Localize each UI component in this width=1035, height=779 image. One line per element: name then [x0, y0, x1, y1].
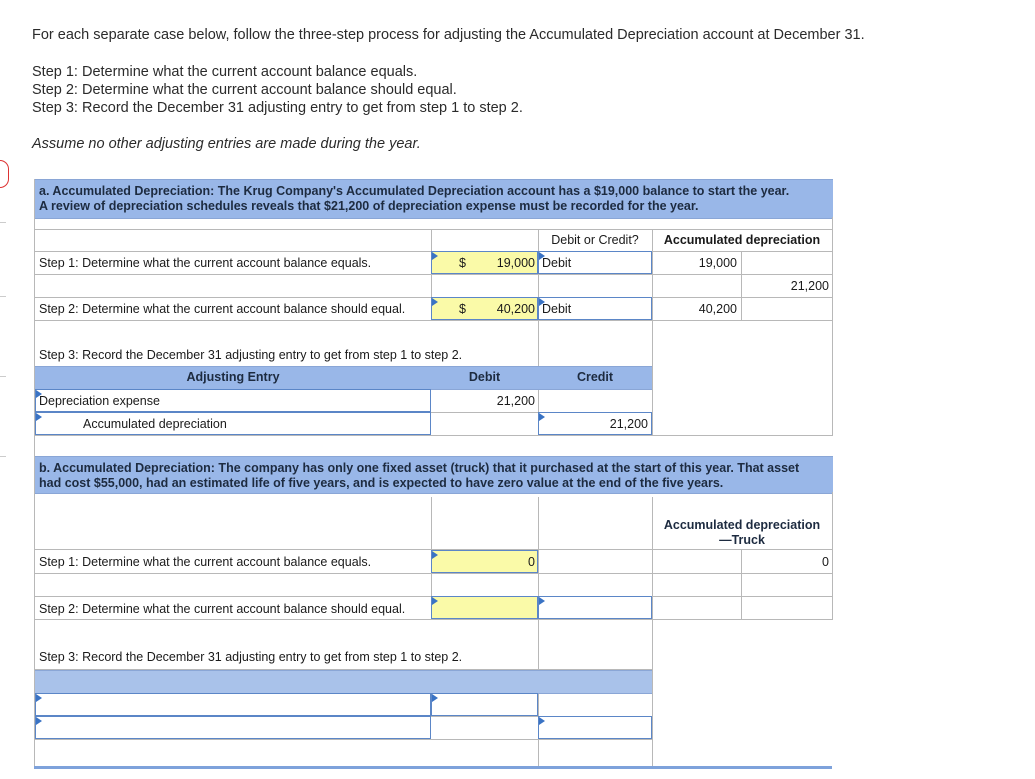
- case-b-journal-row2-credit-field[interactable]: [538, 716, 652, 739]
- currency-symbol: $: [459, 256, 466, 270]
- dropdown-marker-icon: [432, 298, 438, 306]
- journal-row2-credit: 21,200: [609, 417, 648, 431]
- journal-header-credit: Credit: [576, 370, 614, 384]
- gutter-divider: [0, 222, 6, 223]
- case-a-header-line2: A review of depreciation schedules reveals that $21,200 of depreciation expense must be recorded for the year.: [39, 199, 699, 213]
- case-b-step2-label: Step 2: Determine what the current account balance should equal.: [39, 602, 406, 616]
- col-divider: [652, 229, 653, 435]
- case-b-step2-dc-select[interactable]: [538, 596, 652, 619]
- case-a-step1-dc-value: Debit: [542, 256, 572, 270]
- case-a-header-line1: a. Accumulated Depreciation: The Krug Company's Accumulated Depreciation account has a $19,000 balance to start the year.: [39, 184, 790, 198]
- gutter-divider: [0, 296, 6, 297]
- instruction-step3: Step 3: Record the December 31 adjusting entry to get from step 1 to step 2.: [32, 100, 523, 116]
- col-header-debit-or-credit: Debit or Credit?: [551, 233, 639, 247]
- row-divider: [35, 619, 833, 620]
- journal-row2-account: Accumulated depreciation: [83, 417, 227, 431]
- row-divider: [35, 739, 652, 740]
- dropdown-marker-icon: [432, 551, 438, 559]
- case-b-journal-row1-debit-field[interactable]: [431, 693, 538, 716]
- col-divider: [741, 549, 742, 619]
- currency-symbol: $: [459, 302, 466, 316]
- dropdown-marker-icon: [432, 252, 438, 260]
- dropdown-marker-icon: [539, 717, 545, 725]
- case-b-step1-amount: 0: [528, 555, 535, 569]
- instruction-step1: Step 1: Determine what the current account balance equals.: [32, 64, 418, 80]
- t-account-left-value: 19,000: [698, 256, 737, 270]
- worksheet-grid: [34, 179, 833, 766]
- journal-row1-account: Depreciation expense: [39, 394, 160, 408]
- case-a-step1-amount: 19,000: [496, 256, 535, 270]
- case-a-step2-dc-value: Debit: [542, 302, 572, 316]
- next-section-header: [34, 766, 832, 769]
- instructions-line: For each separate case below, follow the three-step process for adjusting the Accumulated Depreciation account at December 31.: [32, 27, 865, 43]
- gutter-divider: [0, 456, 6, 457]
- case-b-col-header-line2: —Truck: [719, 533, 765, 547]
- row-divider: [35, 320, 833, 321]
- t-account-left-value: 40,200: [698, 302, 737, 316]
- journal-header-entry: Adjusting Entry: [186, 370, 280, 384]
- case-a-step3-label: Step 3: Record the December 31 adjusting entry to get from step 1 to step 2.: [39, 348, 463, 362]
- dropdown-marker-icon: [36, 717, 42, 725]
- gutter-divider: [0, 376, 6, 377]
- case-b-step1-label: Step 1: Determine what the current account balance equals.: [39, 555, 372, 569]
- row-divider: [35, 435, 833, 436]
- col-divider: [832, 217, 833, 435]
- edge-indicator: [0, 160, 9, 188]
- dropdown-marker-icon: [432, 597, 438, 605]
- case-b-header-line1: b. Accumulated Depreciation: The company has only one fixed asset (truck) that it purchased at the start of this year. That asset: [39, 461, 800, 475]
- case-b-step2-amount-field[interactable]: [431, 596, 538, 619]
- assumption-text: Assume no other adjusting entries are made during the year.: [32, 136, 421, 152]
- case-a-step1-label: Step 1: Determine what the current account balance equals.: [39, 256, 372, 270]
- case-b-step3-label: Step 3: Record the December 31 adjusting entry to get from step 1 to step 2.: [39, 650, 463, 664]
- case-b-col-header-line1: Accumulated depreciation: [663, 518, 821, 532]
- t-account-right-value: 21,200: [790, 279, 829, 293]
- row-divider: [35, 573, 833, 574]
- t-account-right-value: 0: [822, 555, 829, 569]
- case-b-header-line2: had cost $55,000, had an estimated life of five years, and is expected to have zero value at the end of the five years.: [39, 476, 724, 490]
- case-b-journal-header-band: [35, 670, 652, 694]
- row-divider: [35, 274, 833, 275]
- case-a-step2-label: Step 2: Determine what the current account balance should equal.: [39, 302, 406, 316]
- case-b-journal-row1-account-select[interactable]: [35, 693, 431, 716]
- row-divider: [35, 229, 833, 230]
- dropdown-marker-icon: [36, 694, 42, 702]
- case-a-step2-amount: 40,200: [496, 302, 535, 316]
- instruction-step2: Step 2: Determine what the current account balance should equal.: [32, 82, 457, 98]
- journal-row1-debit: 21,200: [496, 394, 535, 408]
- dropdown-marker-icon: [36, 413, 42, 421]
- case-b-journal-row2-account-select[interactable]: [35, 716, 431, 739]
- dropdown-marker-icon: [539, 597, 545, 605]
- journal-header-debit: Debit: [468, 370, 501, 384]
- col-header-account: Accumulated depreciation: [663, 233, 821, 247]
- dropdown-marker-icon: [432, 694, 438, 702]
- col-divider: [832, 492, 833, 619]
- col-divider: [741, 251, 742, 320]
